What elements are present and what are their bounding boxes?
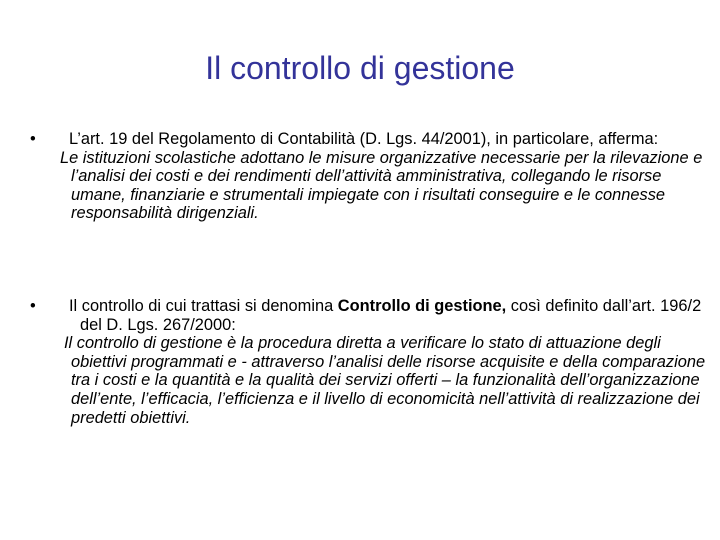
- bullet-intro: [69, 297, 710, 334]
- bullet-item-2: [30, 297, 710, 427]
- bullet-intro-bold: Controllo di gestione,: [337, 297, 507, 315]
- bullet-intro: L’art. 19 del Regolamento di Contabilità (D. Lgs. 44/2001), in particolare, afferma:: [69, 130, 659, 148]
- bullet-marker: •: [30, 130, 36, 148]
- bullet-marker: •: [30, 297, 36, 315]
- bullet-item-1: [30, 130, 710, 223]
- bullet-quote: Le istituzioni scolastiche adottano le misure organizzative necessarie per la rilevazione e l’analisi dei costi e dei rendimenti dell’attività amministrativa, collegando le risorse umane, finanziarie e strumentali impiegate con i risultati conseguire e le connesse responsabilità dirigenziali.: [60, 148, 703, 223]
- bullet-quote: Il controllo di gestione è la procedura diretta a verificare lo stato di attuazione degli obiettivi programmati e - attraverso l’analisi delle risorse acquisite e della comparazione tra i costi e la quantità e la qualità dei servizi offerti – la funzionalità dell’organizzazione dell’ente, l’efficacia, l’efficienza e il livello di economicità nell’attività di realizzazione dei predetti obiettivi.: [64, 334, 706, 427]
- slide-title: Il controllo di gestione: [205, 50, 515, 86]
- bullet-intro-text-end: così definito dall’art. 196/2 del D. Lgs. 267/2000:: [80, 297, 702, 334]
- bullet-intro-text: Il controllo di cui trattasi si denomina: [69, 297, 338, 315]
